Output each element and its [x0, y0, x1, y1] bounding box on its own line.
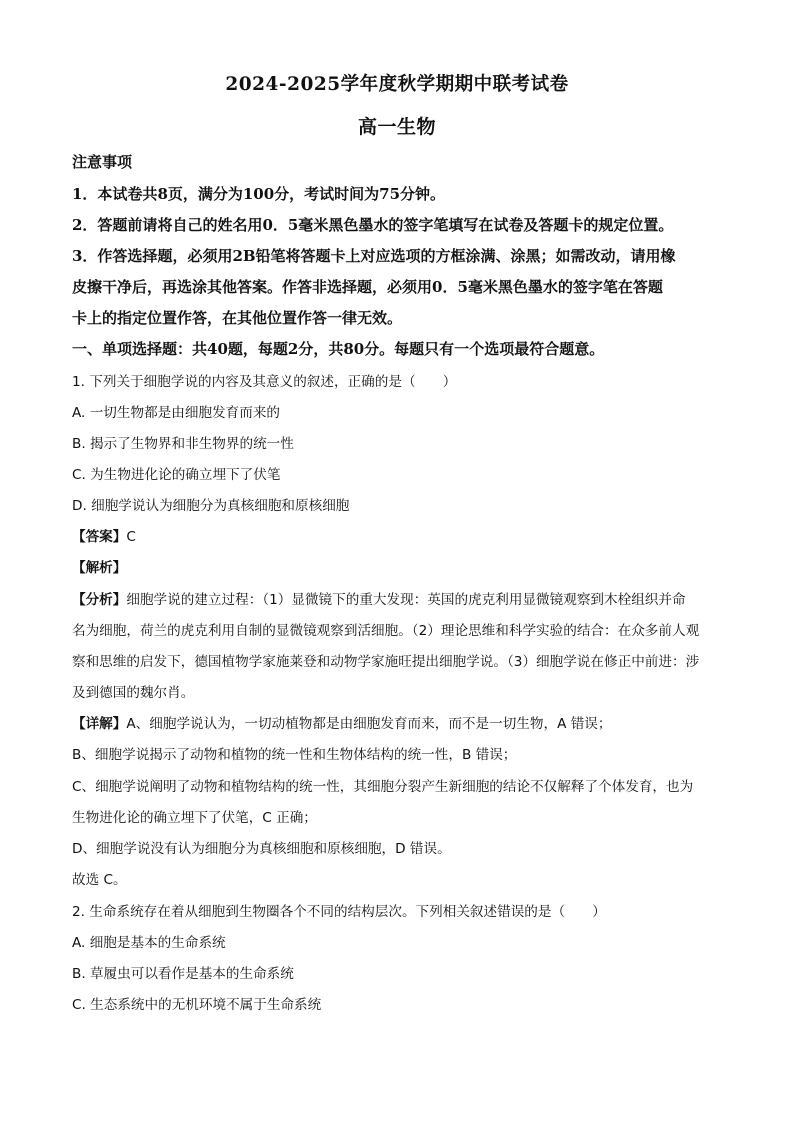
question-2-option-c: C. 生态系统中的无机环境不属于生命系统 [72, 997, 322, 1013]
xiangjie-line: C、细胞学说阐明了动物和植物结构的统一性，其细胞分裂产生新细胞的结论不仅解释了个体发育，也为 [72, 779, 694, 795]
question-1-option-b: B. 揭示了生物界和非生物界的统一性 [72, 436, 294, 452]
analysis-tag: 【解析】 [72, 560, 127, 576]
xiangjie-line: B、细胞学说揭示了动物和植物的统一性和生物体结构的统一性，B 错误； [72, 747, 517, 763]
fenxi-tag: 【分析】 [72, 592, 127, 608]
notice-item: 1．本试卷共8页，满分为100分，考试时间为75分钟。 [72, 185, 446, 203]
answer-tag: 【答案】 [72, 529, 127, 545]
exam-subtitle: 高一生物 [357, 116, 436, 138]
question-2-stem: 2. 生命系统存在着从细胞到生物圈各个不同的结构层次。下列相关叙述错误的是（ ） [72, 904, 606, 920]
question-2-option-a: A. 细胞是基本的生命系统 [72, 935, 226, 951]
question-1-answer [72, 525, 722, 545]
fenxi-text: 细胞学说的建立过程：（1）显微镜下的重大发现：英国的虎克利用显微镜观察到木栓组织并命 [126, 592, 686, 608]
answer-value: C [126, 529, 136, 545]
question-1-stem: 1. 下列关于细胞学说的内容及其意义的叙述，正确的是（ ） [72, 374, 457, 390]
xiangjie-tag: 【详解】 [72, 716, 127, 732]
xiangjie-text: A、细胞学说认为，一切动植物都是由细胞发育而来，而不是一切生物，A 错误； [126, 716, 612, 732]
question-1-option-c: C. 为生物进化论的确立埋下了伏笔 [72, 467, 281, 483]
fenxi-line: 察和思维的启发下，德国植物学家施莱登和动物学家施旺提出细胞学说。（3）细胞学说在修正中前进：涉 [72, 654, 700, 670]
exam-title: 2024-2025学年度秋学期期中联考试卷 [225, 74, 569, 95]
fenxi-line: 名为细胞，荷兰的虎克利用自制的显微镜观察到活细胞。（2）理论思维和科学实验的结合：在众多前人观 [72, 623, 700, 639]
xiangjie-line: D、细胞学说没有认为细胞分为真核细胞和原核细胞，D 错误。 [72, 841, 451, 857]
question-1-option-d: D. 细胞学说认为细胞分为真核细胞和原核细胞 [72, 498, 350, 514]
question-1-option-a: A. 一切生物都是由细胞发育而来的 [72, 405, 281, 421]
section-heading: 一、单项选择题：共40题，每题2分，共80分。每题只有一个选项最符合题意。 [72, 340, 605, 358]
notice-item: 3．作答选择题，必须用2B铅笔将答题卡上对应选项的方框涂满、涂黑；如需改动，请用橡 [72, 247, 676, 265]
notice-heading: 注意事项 [72, 153, 133, 171]
xiangjie-line [72, 712, 722, 732]
notice-item: 2．答题前请将自己的姓名用0．5毫米黑色墨水的签字笔填写在试卷及答题卡的规定位置。 [72, 216, 674, 234]
fenxi-line [72, 588, 722, 608]
xiangjie-line: 生物进化论的确立埋下了伏笔，C 正确； [72, 810, 317, 826]
conclusion-line: 故选 C。 [72, 872, 127, 888]
question-2-option-b: B. 草履虫可以看作是基本的生命系统 [72, 966, 294, 982]
notice-item: 皮擦干净后，再选涂其他答案。作答非选择题，必须用0．5毫米黑色墨水的签字笔在答题 [72, 278, 663, 296]
fenxi-line: 及到德国的魏尔肖。 [72, 685, 195, 701]
notice-item: 卡上的指定位置作答，在其他位置作答一律无效。 [72, 309, 403, 327]
